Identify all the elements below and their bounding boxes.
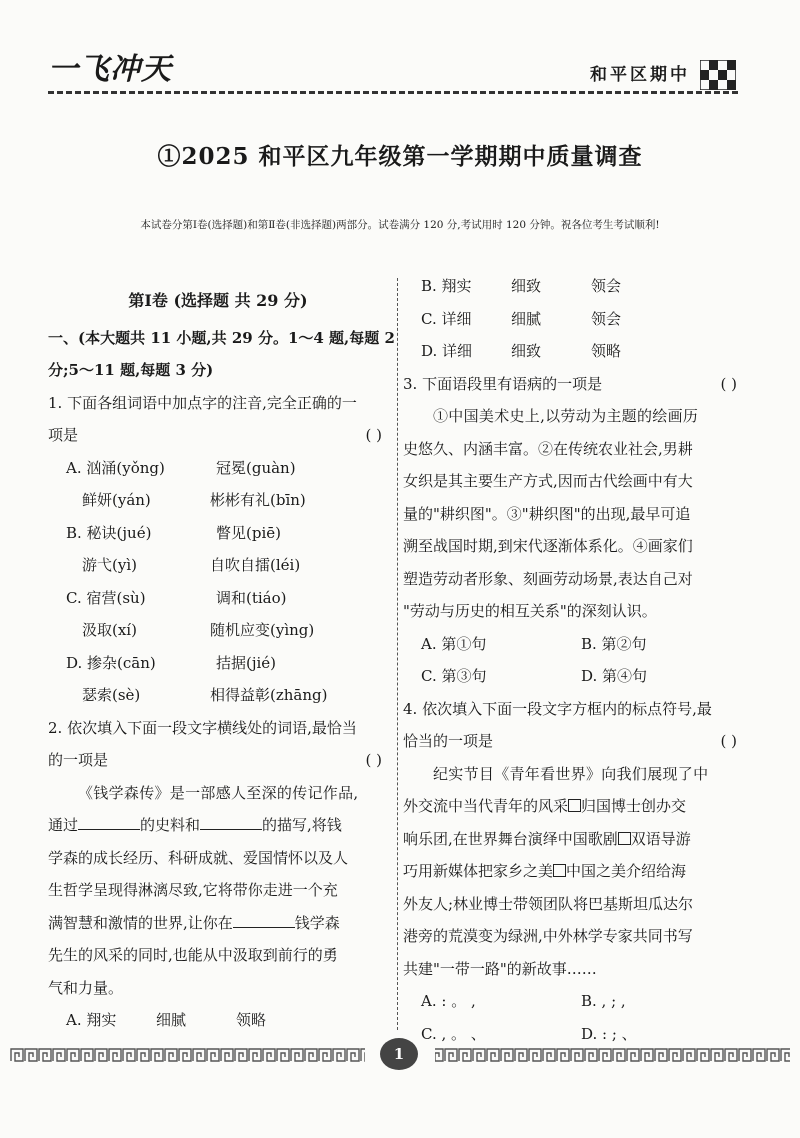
q2-option-d: D. 详细 细致 领略 [421,342,622,360]
answer-paren: ( ) [365,751,382,769]
q3-passage-line: 女织是其主要生产方式,因而古代绘画中有大 [403,472,693,490]
q4-stem: 4. 依次填入下面一段文字方框内的标点符号,最 [403,699,712,718]
q3-passage-line: 史悠久、内涵丰富。②在传统农业社会,男耕 [403,439,693,458]
answer-paren: ( ) [720,732,737,750]
q4-passage-line: 共建"一带一路"的新故事…… [403,959,597,978]
q3-passage-line: "劳动与历史的相互关系"的深刻认识。 [403,602,657,620]
part-heading-cont: 分;5～11 题,每题 3 分) [48,361,214,379]
q4-options-cd: C. , 。 、 D. : ; 、 [421,1024,637,1043]
q1-option-d: D. 掺杂(cān) 拮据(jié) [66,653,277,672]
q3-passage-line: ①中国美术史上,以劳动为主题的绘画历 [433,407,699,425]
exam-title: ①2025 和平区九年级第一学期期中质量调查 [157,143,643,170]
fill-blank [233,913,295,928]
page-number: 1 [380,1038,418,1070]
q1-option-a-cont: 鲜妍(yán) 彬彬有礼(bīn) [82,491,306,509]
q4-options-ab: A. : 。 , B. , ; , [421,992,626,1010]
q2-passage-line: 通过 的史料和 的描写,将钱 [48,816,342,834]
q2-passage-line: 满智慧和激情的世界,让你在 钱学森 [48,913,340,932]
fill-blank [200,815,262,830]
q3-passage-line: 塑造劳动者形象、刻画劳动场景,表达自己对 [403,569,693,588]
q4-passage-line: 巧用新媒体把家乡之美 中国之美介绍给海 [403,862,687,880]
q1-option-c-cont: 汲取(xí) 随机应变(yìng) [82,621,315,639]
column-divider [397,278,398,1030]
q3-options-cd: C. 第③句 D. 第④句 [421,667,648,685]
q1-option-d-cont: 瑟索(sè) 相得益彰(zhāng) [82,686,328,704]
q1-stem-cont: 项是 ( ) [48,419,388,452]
q1-option-b: B. 秘诀(jué) 瞥见(piē) [66,523,281,542]
answer-paren: ( ) [720,374,737,393]
header-divider [48,91,738,94]
left-column [48,285,395,1037]
q2-passage-line: 气和力量。 [48,978,124,997]
answer-paren: ( ) [365,426,382,444]
q1-option-b-cont: 游弋(yì) 自吹自擂(léi) [82,556,301,574]
q2-stem: 2. 依次填入下面一段文字横线处的词语,最恰当 [48,718,357,737]
q2-passage-line: 学森的成长经历、科研成就、爱国情怀以及人 [48,848,349,867]
q1-option-a: A. 汹涌(yǒng) 冠冕(guàn) [66,458,296,477]
brand-logo: 一飞冲天 [48,52,172,87]
q4-passage-line: 外交流中当代青年的风采 归国博士创办交 [403,797,687,815]
q2-option-c: C. 详细 细腻 领会 [421,309,622,328]
q1-option-c: C. 宿营(sù) 调和(tiáo) [66,588,287,607]
q2-passage-line: 《钱学森传》是一部感人至深的传记作品, [78,783,359,802]
punctuation-box [553,864,566,877]
q3-stem: 3. 下面语段里有语病的一项是 ( ) [403,368,743,401]
q3-options-ab: A. 第①句 B. 第②句 [421,634,647,653]
part-heading: 一、(本大题共 11 小题,共 29 分。1～4 题,每题 2 [48,328,395,347]
q2-passage-line: 先生的风采的同时,也能从中汲取到前行的勇 [48,946,338,964]
right-column [403,270,743,1050]
fill-blank [78,815,140,830]
q2-option-b: B. 翔实 细致 领会 [421,277,622,295]
q3-passage-line: 量的"耕织图"。③"耕织图"的出现,最早可追 [403,504,691,523]
q4-passage-line: 港旁的荒漠变为绿洲,中外林学专家共同书写 [403,927,693,945]
q4-passage-line: 响乐团,在世界舞台演绎中国歌剧 双语导游 [403,829,691,848]
q3-passage-line: 溯至战国时期,到宋代逐渐体系化。④画家们 [403,537,693,555]
q4-passage-line: 纪实节目《青年看世界》向我们展现了中 [433,764,709,783]
punctuation-box [618,832,631,845]
section-title: 第Ⅰ卷 (选择题 共 29 分) [128,291,308,310]
q4-passage-line: 外友人;林业博士带领团队将巴基斯坦瓜达尔 [403,894,694,913]
exam-instructions: 本试卷分第Ⅰ卷(选择题)和第Ⅱ卷(非选择题)两部分。试卷满分 120 分,考试用时 120 分钟。祝各位考生考试顺利! [140,219,660,231]
q2-stem-cont: 的一项是 ( ) [48,744,388,777]
punctuation-box [568,799,581,812]
q2-option-a: A. 翔实 细腻 领略 [66,1011,267,1029]
q2-passage-line: 生哲学呈现得淋漓尽致,它将带你走进一个充 [48,881,338,899]
series-label: 和平区期中 [590,65,690,85]
checker-decoration [700,60,736,90]
q1-stem: 1. 下面各组词语中加点字的注音,完全正确的一 [48,393,357,412]
q4-stem-cont: 恰当的一项是 ( ) [403,725,743,758]
